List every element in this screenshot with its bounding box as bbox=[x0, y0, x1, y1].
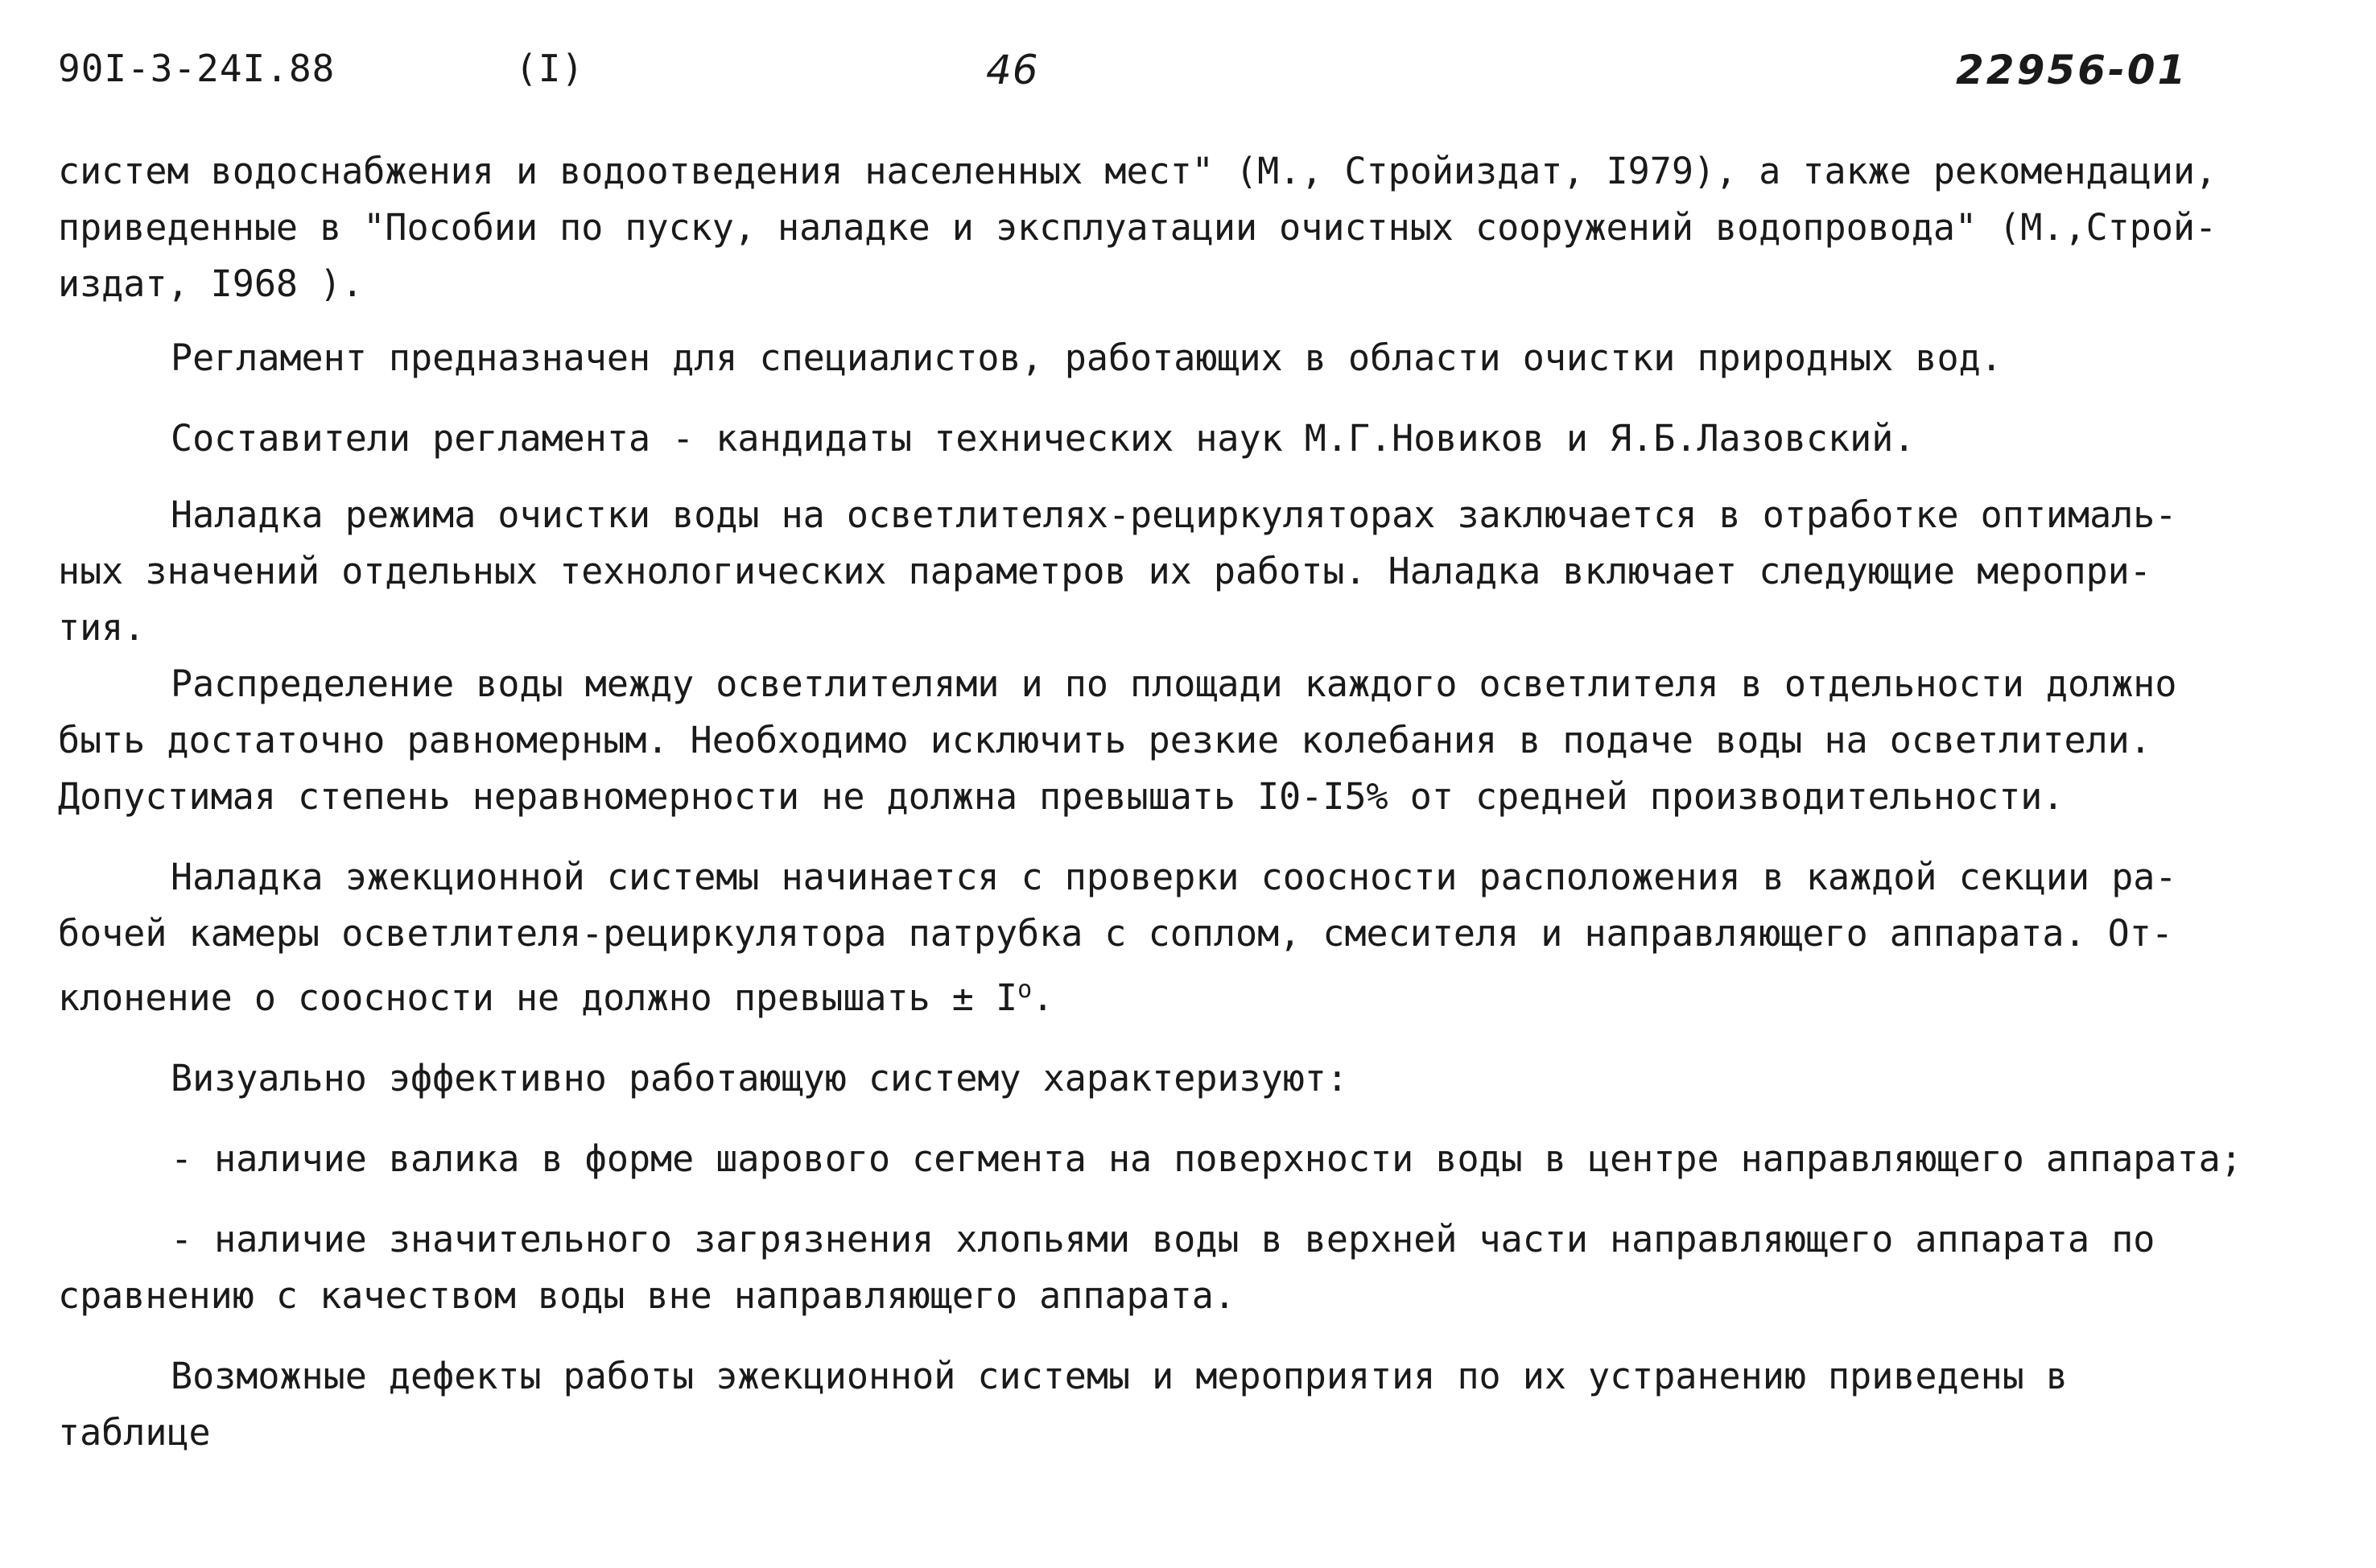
document-body bbox=[58, 143, 2328, 1461]
document-code: 90I-3-24I.88 bbox=[58, 47, 336, 90]
text-line: сравнению с качеством воды вне направляющего аппарата. bbox=[58, 1274, 1235, 1317]
text-line: Наладка эжекционной системы начинается с проверки соосности расположения в каждой секции ра- bbox=[171, 856, 2177, 898]
page-number: 46 bbox=[986, 47, 1039, 93]
sentence-end: . bbox=[1032, 976, 1054, 1019]
document-number: 22956-01 bbox=[1956, 47, 2188, 93]
deviation-text: клонение о соосности не должно превышать ± I bbox=[58, 976, 1018, 1019]
paragraph-references bbox=[58, 143, 2328, 312]
text-line: бочей камеры осветлителя-рециркулятора патрубка с соплом, смесителя и направляющего аппарата. От- bbox=[58, 912, 2173, 955]
paragraph-distribution bbox=[58, 656, 2328, 825]
document-part: (I) bbox=[515, 47, 585, 90]
text-line: систем водоснабжения и водоотведения населенных мест" (М., Стройиздат, I979), а также рекомендации, bbox=[58, 150, 2217, 192]
paragraph-ejection-system bbox=[58, 849, 2328, 1026]
text-line: быть достаточно равномерным. Необходимо исключить резкие колебания в подаче воды на осветлители. bbox=[58, 719, 2151, 761]
degree-sign: о bbox=[1017, 976, 1033, 1004]
paragraph-purpose: Регламент предназначен для специалистов, работающих в области очистки природных вод. bbox=[171, 336, 2003, 379]
text-line: Возможные дефекты работы эжекционной системы и мероприятия по их устранению приведены в bbox=[171, 1355, 2069, 1397]
bullet-item: - наличие валика в форме шарового сегмента на поверхности воды в центре направляющего аппарата; bbox=[171, 1137, 2242, 1180]
paragraph-visual-criteria: Визуально эффективно работающую систему характеризуют: bbox=[171, 1057, 1348, 1100]
text-line: Допустимая степень неравномерности не должна превышать I0-I5% от средней производительности. bbox=[58, 775, 2065, 818]
bullet-item bbox=[58, 1211, 2328, 1324]
paragraph-setup bbox=[58, 487, 2328, 656]
text-line bbox=[58, 962, 2328, 1026]
text-line: Наладка режима очистки воды на осветлителях-рециркуляторах заключается в отработке оптималь- bbox=[171, 493, 2177, 536]
text-line: издат, I968 ). bbox=[58, 262, 364, 305]
text-line: ных значений отдельных технологических параметров их работы. Наладка включает следующие меропри- bbox=[58, 550, 2151, 592]
text-line: тия. bbox=[58, 606, 146, 649]
paragraph-defects-table-ref bbox=[58, 1348, 2328, 1461]
paragraph-authors: Составители регламента - кандидаты технических наук М.Г.Новиков и Я.Б.Лазовский. bbox=[171, 417, 1916, 460]
text-line: таблице bbox=[58, 1411, 211, 1454]
text-line: Распределение воды между осветлителями и по площади каждого осветлителя в отдельности должно bbox=[171, 662, 2177, 705]
text-line: - наличие значительного загрязнения хлопьями воды в верхней части направляющего аппарата по bbox=[171, 1218, 2155, 1261]
text-line: приведенные в "Пособии по пуску, наладке и эксплуатации очистных сооружений водопровода" (М.,Строй- bbox=[58, 206, 2217, 249]
